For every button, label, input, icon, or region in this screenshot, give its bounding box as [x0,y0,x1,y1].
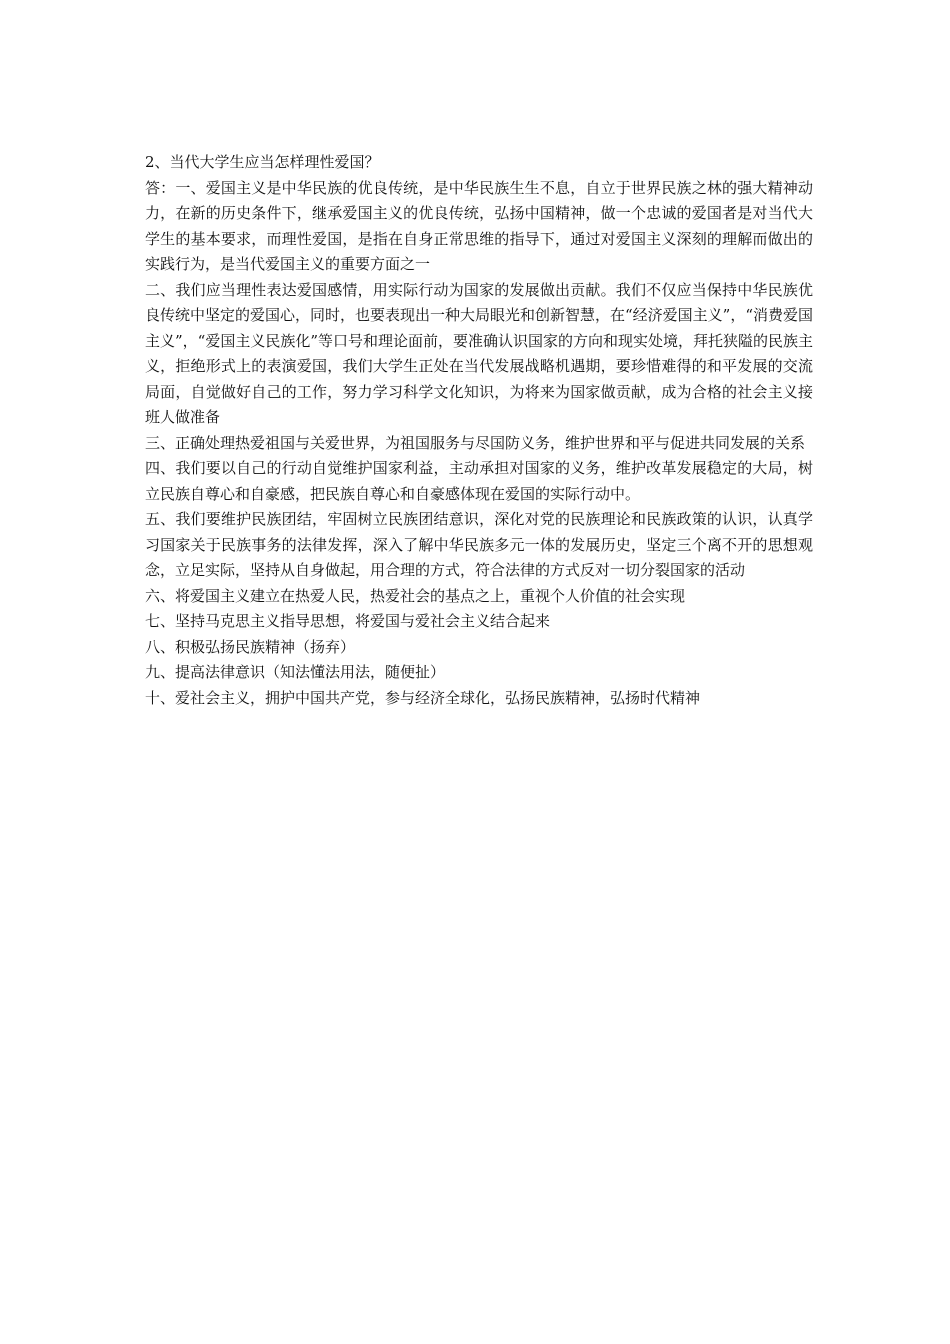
answer-paragraph-10: 十、爱社会主义，拥护中国共产党，参与经济全球化，弘扬民族精神，弘扬时代精神 [145,688,701,707]
answer-paragraph-4: 四、我们要以自己的行动自觉维护国家利益，主动承担对国家的义务，维护改革发展稳定的大局，树立民族自尊心和自豪感，把民族自尊心和自豪感体现在爱国的实际行动中。 [145,459,813,503]
answer-paragraph-3: 三、正确处理热爱祖国与关爱世界，为祖国服务与尽国防义务，维护世界和平与促进共同发展的关系 [145,433,806,452]
document-body [145,150,813,711]
question-heading: 2、当代大学生应当怎样理性爱国？ [145,153,380,171]
answer-paragraph-1: 答：一、爱国主义是中华民族的优良传统，是中华民族生生不息，自立于世界民族之林的强大精神动力，在新的历史条件下，继承爱国主义的优良传统，弘扬中国精神，做一个忠诚的爱国者是对当代大学生的基本要求，而理性爱国，是指在自身正常思维的指导下，通过对爱国主义深刻的理解而做出的实践行为，是当代爱国主义的重要方面之一 [145,178,813,273]
answer-paragraph-7: 七、坚持马克思主义指导思想，将爱国与爱社会主义结合起来 [145,612,551,630]
answer-paragraph-6: 六、将爱国主义建立在热爱人民，热爱社会的基点之上，重视个人价值的社会实现 [145,586,686,605]
answer-paragraph-2: 二、我们应当理性表达爱国感情，用实际行动为国家的发展做出贡献。我们不仅应当保持中华民族优良传统中坚定的爱国心，同时，也要表现出一种大局眼光和创新智慧，在“经济爱国主义”，“消费爱国主义”，“爱国主义民族化”等口号和理论面前，要准确认识国家的方向和现实处境，拜托狭隘的民族主义，拒绝形式上的表演爱国，我们大学生正处在当代发展战略机遇期，要珍惜难得的和平发展的交流局面，自觉做好自己的工作，努力学习科学文化知识，为将来为国家做贡献，成为合格的社会主义接班人做准备 [145,280,814,426]
answer-paragraph-8: 八、积极弘扬民族精神（扬弃） [145,637,356,656]
answer-paragraph-9: 九、提高法律意识（知法懂法用法，随便扯） [145,663,446,681]
answer-paragraph-5: 五、我们要维护民族团结，牢固树立民族团结意识，深化对党的民族理论和民族政策的认识，认真学习国家关于民族事务的法律发挥，深入了解中华民族多元一体的发展历史，坚定三个离不开的思想观念，立足实际，坚持从自身做起，用合理的方式，符合法律的方式反对一切分裂国家的活动 [145,510,813,579]
